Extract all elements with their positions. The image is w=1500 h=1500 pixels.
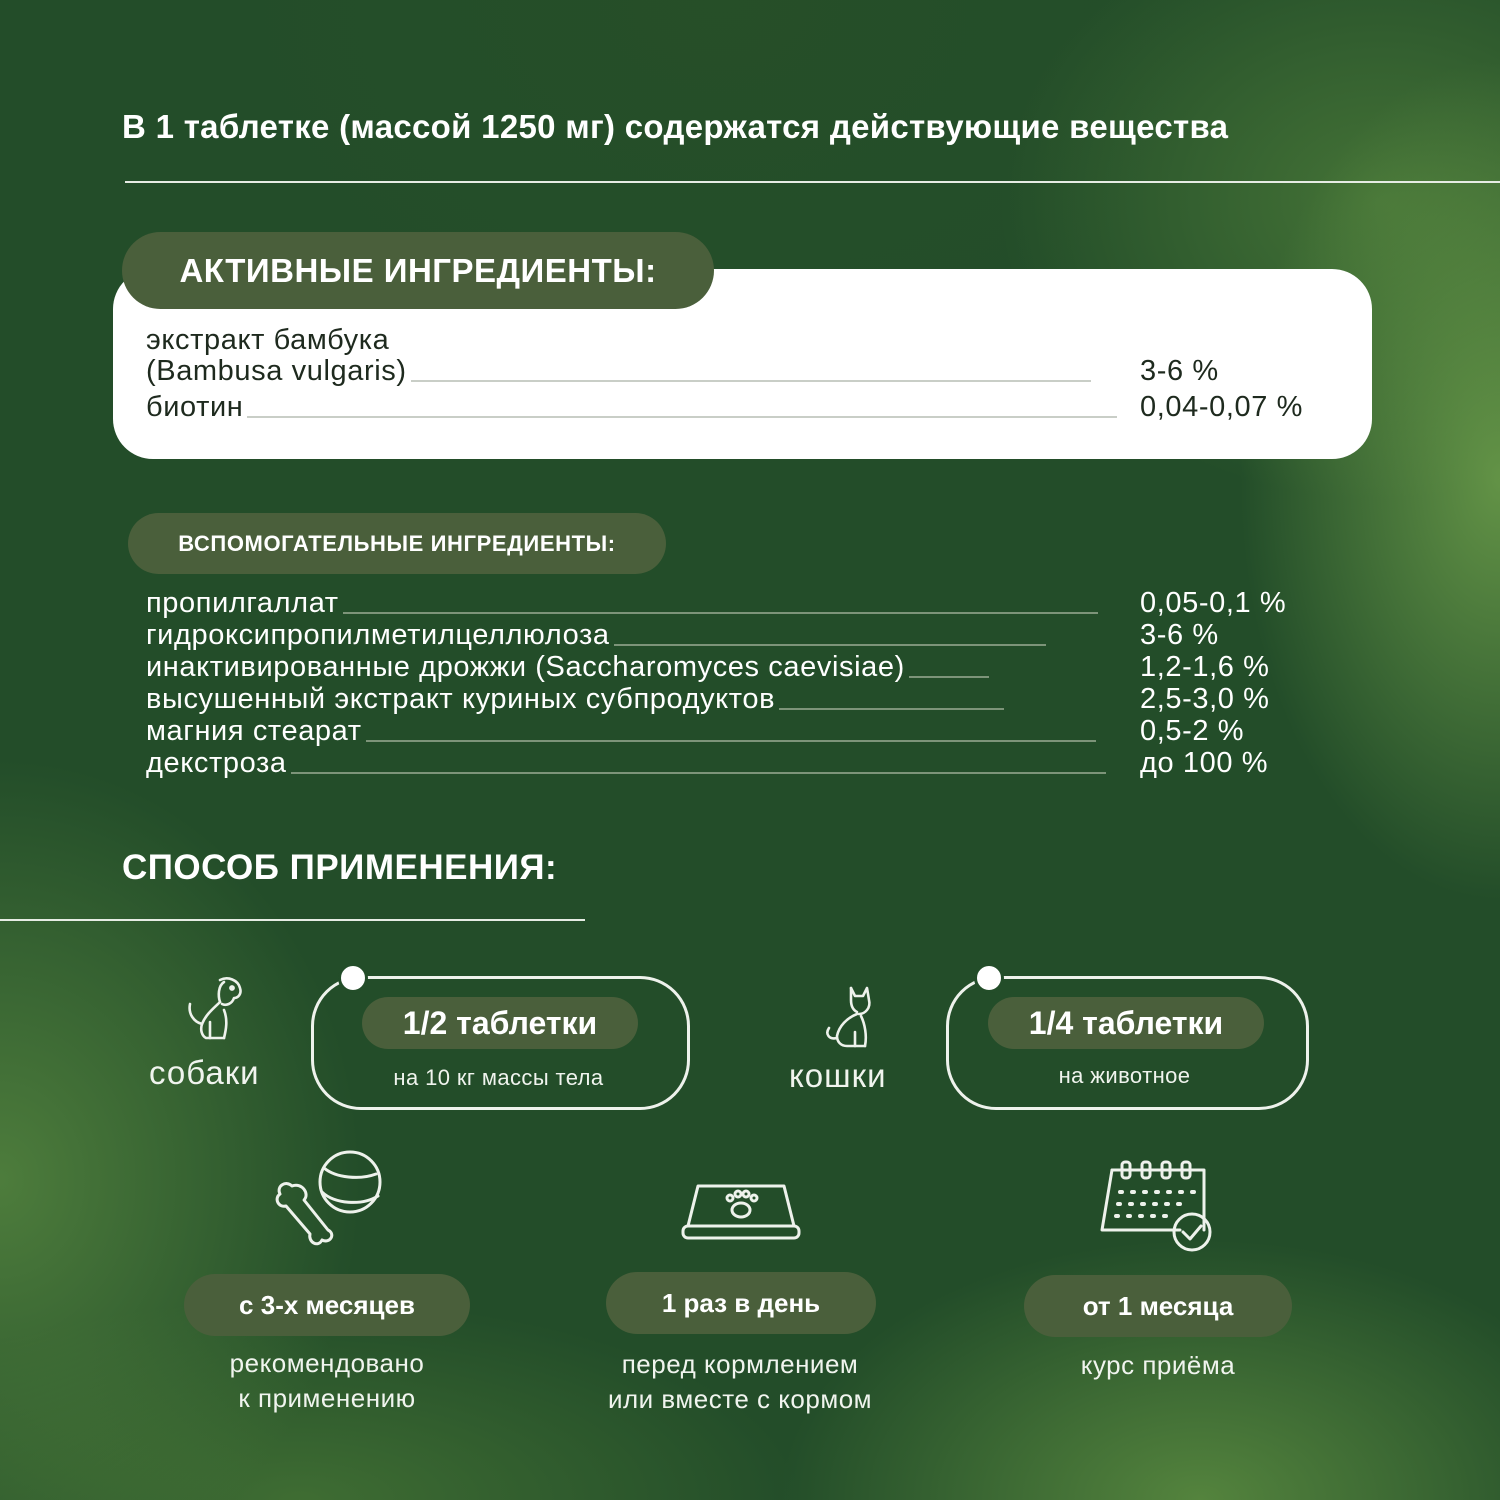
dogs-dose-note: на 10 кг массы тела xyxy=(393,1065,604,1090)
ingredient-value: 0,5-2 % xyxy=(1140,715,1245,747)
ingredient-name: декстроза xyxy=(146,747,287,779)
age-note xyxy=(184,1346,470,1416)
method-title: СПОСОБ ПРИМЕНЕНИЯ: xyxy=(122,848,558,887)
ingredient-name: (Bambusa vulgaris) xyxy=(146,355,407,387)
leader-dots xyxy=(614,644,1046,646)
ingredient-name: пропилгаллат xyxy=(146,587,339,619)
course-note-line1: курс приёма xyxy=(1080,1350,1236,1380)
leader-dots xyxy=(411,380,1091,382)
cats-dose-marker xyxy=(974,963,1004,993)
frequency-note-line2: или вместе с кормом xyxy=(607,1384,873,1414)
frequency-pill: 1 раз в день xyxy=(606,1272,876,1334)
bone-ball-icon xyxy=(272,1148,384,1256)
ingredient-value: 3-6 % xyxy=(1140,355,1219,387)
cats-dose-note: на животное xyxy=(1058,1063,1191,1088)
dog-icon xyxy=(180,974,250,1044)
cat-icon xyxy=(815,982,885,1052)
active-ingredient-row xyxy=(146,355,1346,388)
pet-bowl-icon xyxy=(680,1178,802,1244)
cats-label: кошки xyxy=(789,1057,887,1094)
course-note xyxy=(1024,1348,1292,1383)
leader-dots xyxy=(343,612,1098,614)
ingredient-name: магния стеарат xyxy=(146,715,362,747)
leader-dots xyxy=(909,676,989,678)
ingredient-value: до 100 % xyxy=(1140,747,1269,779)
frequency-note-line1: перед кормлением xyxy=(621,1349,859,1379)
age-note-line2: к применению xyxy=(238,1383,416,1413)
auxiliary-ingredient-row xyxy=(146,587,1346,620)
age-note-line1: рекомендовано xyxy=(229,1348,425,1378)
ingredient-value: 0,05-0,1 % xyxy=(1140,587,1287,619)
frequency-note xyxy=(560,1347,920,1417)
active-ingredient-name-line1: экстракт бамбука xyxy=(146,324,390,356)
auxiliary-ingredients-label: ВСПОМОГАТЕЛЬНЫЕ ИНГРЕДИЕНТЫ: xyxy=(128,513,666,574)
auxiliary-ingredient-row xyxy=(146,619,1346,652)
auxiliary-ingredient-row xyxy=(146,683,1346,716)
ingredient-value: 2,5-3,0 % xyxy=(1140,683,1270,715)
calendar-check-icon xyxy=(1100,1160,1216,1256)
dogs-dose-marker xyxy=(338,963,368,993)
auxiliary-ingredient-row xyxy=(146,715,1346,748)
leader-dots xyxy=(247,416,1117,418)
title-divider xyxy=(125,181,1500,183)
ingredient-value: 1,2-1,6 % xyxy=(1140,651,1270,683)
leader-dots xyxy=(366,740,1096,742)
dogs-label: собаки xyxy=(149,1054,260,1091)
cats-dose-pill: 1/4 таблетки xyxy=(988,997,1264,1049)
dogs-dose-pill: 1/2 таблетки xyxy=(362,997,638,1049)
ingredient-name: гидроксипропилметилцеллюлоза xyxy=(146,619,610,651)
course-pill: от 1 месяца xyxy=(1024,1275,1292,1337)
active-ingredients-label: АКТИВНЫЕ ИНГРЕДИЕНТЫ: xyxy=(122,232,714,309)
age-pill: с 3-х месяцев xyxy=(184,1274,470,1336)
auxiliary-ingredient-row xyxy=(146,747,1346,780)
ingredient-name: биотин xyxy=(146,391,244,423)
leader-dots xyxy=(291,772,1106,774)
ingredient-name: инактивированные дрожжи (Saccharomyces caevisiae) xyxy=(146,651,905,683)
auxiliary-ingredient-row xyxy=(146,651,1346,684)
ingredient-value: 0,04-0,07 % xyxy=(1140,391,1303,423)
method-divider xyxy=(0,919,585,921)
active-ingredient-row xyxy=(146,391,1346,424)
ingredient-value: 3-6 % xyxy=(1140,619,1219,651)
leader-dots xyxy=(779,708,1004,710)
page-title: В 1 таблетке (массой 1250 мг) содержатся действующие вещества xyxy=(122,108,1229,145)
ingredient-name: высушенный экстракт куриных субпродуктов xyxy=(146,683,776,715)
